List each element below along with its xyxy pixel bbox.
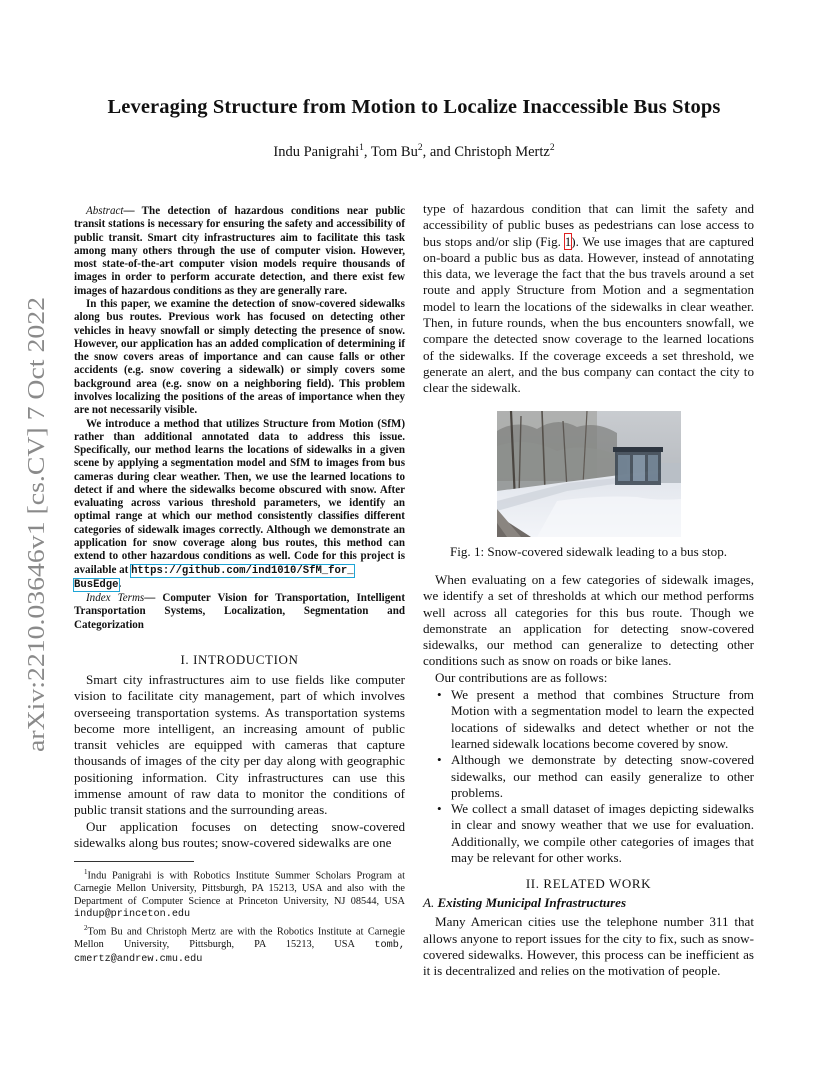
author-separator: , bbox=[363, 143, 371, 160]
author-separator: , and bbox=[422, 143, 455, 160]
right-column bbox=[423, 201, 754, 397]
body-paragraph: Our contributions are as follows: bbox=[435, 669, 608, 685]
footnote-divider bbox=[74, 861, 194, 862]
footnote-mark: 1 bbox=[84, 868, 88, 877]
abstract-text: — The detection of hazardous conditions near public transit stations is necessary for ensuring the safety and accessibility of public transit. Smart city infrastructures aim to facilitate this task among many others through the use of computer vision. However, most state-of-the-art computer vision models require thousands of images in order to perform accurate detection, and there exist few images of hazardous conditions as they are generally rare. bbox=[74, 205, 405, 297]
affiliation-mark: 2 bbox=[549, 143, 555, 153]
abstract-paragraph bbox=[74, 205, 405, 298]
index-terms bbox=[74, 592, 405, 632]
abstract-paragraph bbox=[74, 418, 405, 593]
email-address: indup@princeton.edu bbox=[74, 909, 191, 921]
section-heading: I. INTRODUCTION bbox=[180, 652, 299, 667]
footnote bbox=[74, 922, 405, 966]
list-item-text: We collect a small dataset of images depicting sidewalks in clear and snowy weather that we use for evaluation. Additionally, we compile other categories of images that may be relevant for other works. bbox=[451, 801, 754, 866]
bullet-icon: • bbox=[437, 752, 442, 768]
affiliation-mark: 2 bbox=[417, 143, 423, 153]
list-item bbox=[423, 687, 754, 752]
section-heading: II. RELATED WORK bbox=[525, 876, 652, 892]
arxiv-identifier-text: arXiv:2210.03646v1 [cs.CV] 7 Oct 2022 bbox=[23, 350, 50, 752]
subsection-number: A. bbox=[423, 895, 435, 911]
abstract-label: Abstract bbox=[86, 205, 124, 217]
email-address: cmertz@andrew.cmu.edu bbox=[74, 953, 203, 965]
abstract-text: We introduce a method that utilizes Structure from Motion (SfM) rather than additional annotated data to address this issue. Specifically, our method learns the locations of sidewalks in a given scene by applying a segmentation model and SfM to images from bus cameras during clear weather. Then, we use the learned locations to detect if and where the sidewalks become obscured with snow. After evaluating across various threshold parameters, we identify an optimal range at which our method consistently classifies different categories of sidewalk images correctly. Although we demonstrate an application for snow coverage along bus routes, this method can extend to other hazardous conditions as well. Code for this project is available at bbox=[74, 417, 405, 576]
list-item-text: We present a method that combines Structure from Motion with a segmentation model to learn the expected locations of sidewalks and detect whether or not the learned sidewalk locations become covered by snow. bbox=[451, 687, 754, 751]
body-paragraph bbox=[423, 201, 754, 397]
list-item bbox=[423, 801, 754, 866]
figure-reference-link[interactable]: 1 bbox=[564, 233, 572, 249]
affiliation-mark: 1 bbox=[359, 143, 364, 153]
abstract-text: . bbox=[118, 577, 122, 590]
list-item bbox=[423, 752, 754, 801]
subsection-heading bbox=[423, 895, 754, 911]
body-paragraph: When evaluating on a few categories of sidewalk images, we identify a set of thresholds at which our method performs well across all categories for this bus route. Though we demonstrate an application for detecting snow-covered sidewalks, our method can generalize to detecting other conditions such as snow on roads or bike lanes. bbox=[423, 572, 754, 669]
bullet-icon: • bbox=[437, 687, 442, 703]
arxiv-identifier bbox=[20, 297, 52, 752]
author-name: Christoph Mertz bbox=[454, 143, 550, 160]
footnote-mark: 2 bbox=[84, 924, 88, 933]
footnote-text: Tom Bu and Christoph Mertz are with the Robotics Institute at Carnegie Mellon University, Pittsburgh, PA 15213, USA bbox=[74, 926, 405, 951]
bullet-icon: • bbox=[437, 801, 442, 817]
figure-caption: Fig. 1: Snow-covered sidewalk leading to a bus stop. bbox=[449, 544, 728, 559]
code-link[interactable]: https://github.com/ind1010/SfM_for_ BusEdge bbox=[74, 564, 354, 591]
body-text: type of hazardous condition that can limit the safety and accessibility of public buses as pedestrians can lose access to bus stops and/or slip (Fig. bbox=[423, 201, 754, 249]
body-paragraph: Our application focuses on detecting snow-covered sidewalks along bus routes; snow-covered sidewalks are one bbox=[74, 818, 405, 850]
email-address: tomb, bbox=[374, 940, 405, 952]
body-paragraph: Smart city infrastructures aim to use fields like computer vision to facilitate city management, part of which involves overseeing transportation systems. As transportation systems become more intelligent, an increasing amount of public transit vehicles are equipped with cameras that capture thousands of images of the city per day along with geographic positioning information. City infrastructures can use this immense amount of raw data to monitor the conditions of public transit stations and the surrounding areas. bbox=[74, 672, 405, 818]
body-text: ). We use images that are captured on-board a public bus as data. However, instead of annotating this data, we leverage the fact that the bus travels around a set route and apply Structure from Motion and a segmentation model to learn the locations of the sidewalks in clear weather. Then, in future rounds, when the bus encounters snowfall, we compare the detected snow coverage to the learned locations of the sidewalks. If the coverage exceeds a set threshold, we generate an alert, and the bus company can contact the city to clear the sidewalk. bbox=[423, 233, 754, 396]
index-terms-text: — Computer Vision for Transportation, Intelligent Transportation Systems, Localization, Segmentation and Categorization bbox=[74, 592, 405, 631]
left-column bbox=[74, 205, 405, 966]
right-column-lower bbox=[423, 544, 754, 980]
figure-image bbox=[497, 411, 681, 537]
author-name: Tom Bu bbox=[370, 143, 418, 160]
list-item-text: Although we demonstrate by detecting snow-covered sidewalks, our method can easily generalize to other problems. bbox=[451, 752, 754, 800]
footnote-text: Indu Panigrahi is with Robotics Institute Summer Scholars Program at Carnegie Mellon University, Pittsburgh, PA 15213, USA and also with the Department of Computer Science at Princeton University, NJ 08544, USA bbox=[74, 870, 405, 907]
subsection-title: Existing Municipal Infrastructures bbox=[437, 895, 627, 911]
author-list bbox=[0, 143, 828, 161]
abstract-paragraph: In this paper, we examine the detection of snow-covered sidewalks along bus routes. Previous work has focused on detecting other vehicles in heavy snowfall or simply detecting the presence of snow. However, our application has an added complication of determining if the snow covers areas of importance and can cause falls or other accidents (e.g. snow covering a sidewalk) or simply covers some background area (e.g. snow on a neighboring field). This problem involves localizing the positions of the areas of importance when they are not necessarily visible. bbox=[74, 297, 405, 417]
snow-bus-stop-photo bbox=[497, 411, 681, 537]
body-paragraph: Many American cities use the telephone number 311 that allows anyone to report issues for the city to fix, such as snow-covered sidewalks. However, this process can be inefficient as it is decentralized and relies on the motivation of people. bbox=[423, 914, 754, 979]
author-name: Indu Panigrahi bbox=[273, 143, 360, 160]
index-terms-label: Index Terms bbox=[86, 592, 145, 605]
contributions-list bbox=[423, 687, 754, 866]
footnote bbox=[74, 866, 405, 922]
paper-title: Leveraging Structure from Motion to Localize Inaccessible Bus Stops bbox=[107, 96, 721, 118]
